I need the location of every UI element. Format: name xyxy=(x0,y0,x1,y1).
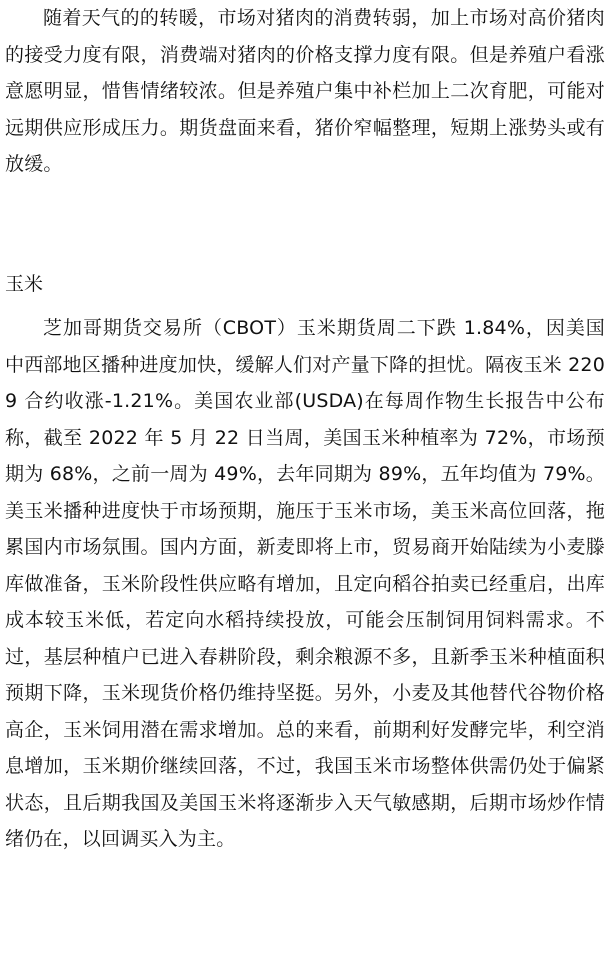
corn-market-paragraph: 芝加哥期货交易所（CBOT）玉米期货周二下跌 1.84%，因美国中西部地区播种进度加快，缓解人们对产量下降的担忧。隔夜玉米 2209 合约收涨-1.21%。美国农业部(USDA)在每周作物生长报告中公布称，截至 2022 年 5 月 22 日当周，美国玉米种植率为 72%，市场预期为 68%，之前一周为 49%，去年同期为 89%，五年均值为 79%。美玉米播种进度快于市场预期，施压于玉米市场，美玉米高位回落，拖累国内市场氛围。国内方面，新麦即将上市，贸易商开始陆续为小麦滕库做准备，玉米阶段性供应略有增加，且定向稻谷拍卖已经重启，出库成本较玉米低，若定向水稻持续投放，可能会压制饲用饲料需求。不过，基层种植户已进入春耕阶段，剩余粮源不多，且新季玉米种植面积预期下降，玉米现货价格仍维持坚挺。另外，小麦及其他替代谷物价格高企，玉米饲用潜在需求增加。总的来看，前期利好发酵完毕，利空消息增加，玉米期价继续回落，不过，我国玉米市场整体供需仍处于偏紧状态，且后期我国及美国玉米将逐渐步入天气敏感期，后期市场炒作情绪仍在，以回调买入为主。 xyxy=(5,317,605,850)
section-heading-corn: 玉米 xyxy=(5,273,44,295)
hog-market-paragraph: 随着天气的的转暖，市场对猪肉的消费转弱，加上市场对高价猪肉的接受力度有限，消费端对猪肉的价格支撑力度有限。但是养殖户看涨意愿明显，惜售情绪较浓。但是养殖户集中补栏加上二次育肥，可能对远期供应形成压力。期货盘面来看，猪价窄幅整理，短期上涨势头或有放缓。 xyxy=(5,7,605,175)
